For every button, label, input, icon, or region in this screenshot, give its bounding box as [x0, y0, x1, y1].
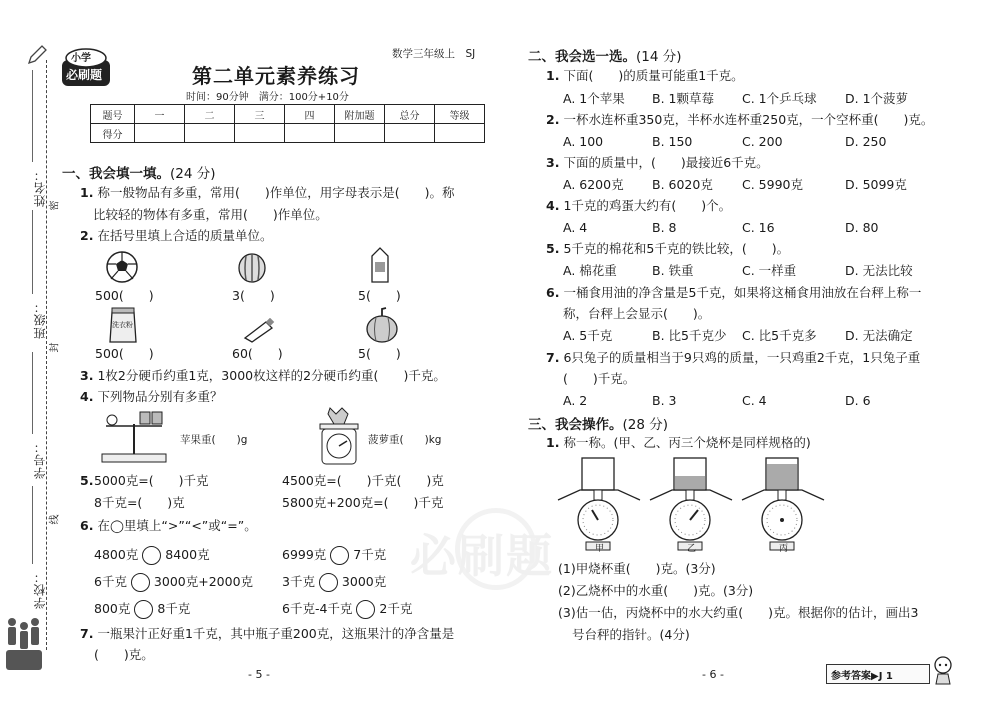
brand-logo	[60, 46, 112, 90]
compare-left: 3千克	[282, 574, 315, 589]
question-text: 5千克的棉花和5千克的铁比较，( )。	[563, 241, 790, 256]
section1-title: 一、我会填一填。	[62, 166, 170, 182]
scale-bing-icon	[740, 456, 826, 554]
s2-q1-option-a[interactable]: A. 1个苹果	[563, 91, 625, 106]
s2-q4-option-d[interactable]: D. 80	[845, 220, 879, 235]
balance-scale-icon	[98, 410, 170, 464]
s2-q2-option-c[interactable]: C. 200	[742, 134, 783, 149]
s2-q5	[546, 241, 789, 256]
s2-q4-option-a[interactable]: A. 4	[563, 220, 588, 235]
s3-q1	[546, 435, 811, 450]
q2-item-detergent: 500( )	[95, 346, 154, 361]
time-score-info: 时间：90分钟 满分：100分+10分	[186, 92, 349, 103]
s1-q6	[80, 518, 257, 533]
answer-key-label: 参考答案▶J 1	[831, 670, 893, 682]
question-number: 4.	[80, 389, 94, 404]
logo-top-text: 小学	[71, 53, 91, 64]
cartoon-kid-icon	[932, 656, 954, 686]
compare-left: 6千克-4千克	[282, 601, 353, 616]
s2-q2-option-d[interactable]: D. 250	[845, 134, 887, 149]
s2-q6-option-a[interactable]: A. 5千克	[563, 328, 613, 343]
pumpkin-icon	[364, 306, 400, 344]
score-cell-header: 等级	[435, 105, 485, 124]
question-text: 一杯水连杯重350克，半杯水连杯重250克，一个空杯重( )克。	[563, 112, 934, 127]
score-cell-input[interactable]	[135, 124, 185, 143]
juice-carton-icon	[368, 246, 392, 284]
page-title: 第二单元素养练习	[192, 64, 360, 88]
s3-sub3-line2: 号台秤的指针。(4分)	[572, 627, 690, 642]
section2-score: (14 分)	[636, 49, 682, 65]
s2-q7-option-d[interactable]: D. 6	[845, 393, 871, 408]
compare-circle[interactable]	[356, 600, 375, 619]
student-no-field[interactable]	[32, 352, 33, 434]
s2-q1-option-d[interactable]: D. 1个菠萝	[845, 91, 909, 106]
score-table-header-row	[91, 105, 485, 124]
compare-left: 4800克	[94, 547, 139, 562]
s3-sub1: (1)甲烧杯重( )克。(3分)	[558, 561, 716, 576]
section1-heading	[62, 162, 216, 182]
s1-q1-line1	[80, 185, 454, 200]
section2-title: 二、我会选一选。	[528, 49, 636, 65]
scale-label-jia: 甲	[595, 544, 605, 554]
s2-q7-option-a[interactable]: A. 2	[563, 393, 588, 408]
q5-item-1: 5000克=( )千克	[94, 473, 209, 488]
s2-q7-line2: ( )千克。	[563, 371, 636, 386]
score-cell-header: 二	[185, 105, 235, 124]
children-silhouette-icon	[4, 612, 44, 672]
question-number: 3.	[80, 368, 94, 383]
compare-left: 800克	[94, 601, 131, 616]
school-label: 学校：	[33, 570, 47, 609]
compare-circle[interactable]	[330, 546, 349, 565]
q4-pineapple-weight: 菠萝重( )kg	[368, 434, 442, 446]
q5-item-2: 4500克=( )千克( )克	[282, 473, 444, 488]
q5-item-4: 5800克+200克=( )千克	[282, 495, 444, 510]
score-cell-input[interactable]	[385, 124, 435, 143]
q6-row-3-left	[94, 600, 190, 619]
question-text: 下列物品分别有多重？	[97, 389, 223, 404]
seal-char-mi: 密	[49, 200, 61, 211]
s2-q2-option-a[interactable]: A. 100	[563, 134, 604, 149]
score-cell-input[interactable]	[335, 124, 385, 143]
q4-apple-weight: 苹果重( )g	[180, 434, 248, 446]
q2-item-football: 500( )	[95, 288, 154, 303]
seal-dashed-line	[46, 60, 47, 650]
question-number: 7.	[80, 626, 94, 641]
section1-score: (24 分)	[170, 166, 216, 182]
s2-q5-option-b[interactable]: B. 铁重	[652, 263, 694, 278]
question-text: 6只兔子的质量相当于9只鸡的质量，一只鸡重2千克，1只兔子重	[563, 350, 921, 365]
s1-q7-line2: ( )克。	[94, 647, 154, 662]
question-text: 1千克的鸡蛋大约有( )个。	[563, 198, 732, 213]
question-number: 4.	[546, 198, 560, 213]
s2-q3	[546, 155, 769, 170]
s2-q1-option-c[interactable]: C. 1个乒乓球	[742, 91, 817, 106]
section3-title: 三、我会操作。	[528, 417, 623, 433]
s2-q1	[546, 68, 744, 83]
compare-left: 6999克	[282, 547, 327, 562]
score-cell-header: 总分	[385, 105, 435, 124]
scale-label-yi: 乙	[687, 544, 697, 554]
score-cell-header: 一	[135, 105, 185, 124]
score-cell-input[interactable]	[285, 124, 335, 143]
seal-char-feng: 封	[49, 342, 61, 353]
s2-q4	[546, 198, 731, 213]
question-number: 1.	[546, 435, 560, 450]
score-cell-header: 三	[235, 105, 285, 124]
soccer-ball-icon	[104, 250, 140, 284]
score-table	[90, 104, 485, 143]
class-field[interactable]	[32, 210, 33, 294]
question-number: 3.	[546, 155, 560, 170]
compare-circle[interactable]	[134, 600, 153, 619]
grade-info: 数学三年级上 SJ	[392, 48, 476, 60]
s2-q5-option-c[interactable]: C. 一样重	[742, 263, 797, 278]
section2-heading	[528, 45, 682, 65]
compare-circle[interactable]	[131, 573, 150, 592]
school-field[interactable]	[32, 486, 33, 564]
score-row-label: 得分	[91, 124, 135, 143]
question-number: 5.	[546, 241, 560, 256]
name-label: 姓名：	[33, 168, 47, 207]
q6-row-1-right	[282, 546, 386, 565]
score-cell-header: 题号	[91, 105, 135, 124]
scale-yi-icon	[648, 456, 734, 554]
scale-jia-icon	[556, 456, 642, 554]
score-cell-input[interactable]	[435, 124, 485, 143]
s2-q6-option-c[interactable]: C. 比5千克多	[742, 328, 817, 343]
question-text: 下面的质量中，( )最接近6千克。	[563, 155, 769, 170]
s1-q7-line1	[80, 626, 454, 641]
question-text: 一桶食用油的净含量是5千克，如果将这桶食用油放在台秤上称一	[563, 285, 922, 300]
q6-row-1-left	[94, 546, 210, 565]
s2-q3-option-c[interactable]: C. 5990克	[742, 177, 803, 192]
left-page-number: - 5 -	[248, 668, 270, 681]
s2-q5-option-d[interactable]: D. 无法比较	[845, 263, 913, 278]
question-number: 1.	[546, 68, 560, 83]
watermark-text: 必刷题	[410, 529, 554, 583]
score-table-score-row	[91, 124, 485, 143]
binding-spine	[0, 0, 61, 708]
compare-right: 8400克	[165, 547, 210, 562]
compare-right: 2千克	[379, 601, 413, 616]
s2-q2-option-b[interactable]: B. 150	[652, 134, 693, 149]
question-text: 在◯里填上“>”“<”或“=”。	[97, 518, 257, 533]
question-number: 1.	[80, 185, 94, 200]
name-field[interactable]	[32, 70, 33, 162]
class-label: 班级：	[33, 300, 47, 339]
q6-row-3-right	[282, 600, 412, 619]
question-number: 7.	[546, 350, 560, 365]
kitchen-scale-icon	[316, 406, 362, 466]
question-number: 2.	[80, 228, 94, 243]
answer-key-tag[interactable]	[826, 664, 930, 684]
s2-q6-option-b[interactable]: B. 比5千克少	[652, 328, 727, 343]
s2-q1-option-b[interactable]: B. 1颗草莓	[652, 91, 714, 106]
s2-q4-option-c[interactable]: C. 16	[742, 220, 775, 235]
question-text: 称一般物品有多重，常用( )作单位，用字母表示是( )。称	[97, 185, 455, 200]
s3-sub3-line1: (3)估一估，丙烧杯中的水大约重( )克。根据你的估计，画出3	[558, 605, 919, 620]
compare-circle[interactable]	[142, 546, 161, 565]
q6-row-2-right	[282, 573, 386, 592]
scale-label-bing: 丙	[779, 544, 789, 554]
q2-item-pumpkin: 5( )	[358, 346, 401, 361]
s2-q6-option-d[interactable]: D. 无法确定	[845, 328, 913, 343]
watermelon-icon	[236, 250, 268, 284]
question-number: 6.	[546, 285, 560, 300]
question-number: 2.	[546, 112, 560, 127]
q2-item-juice: 5( )	[358, 288, 401, 303]
s2-q3-option-a[interactable]: A. 6200克	[563, 177, 624, 192]
s2-q7-option-b[interactable]: B. 3	[652, 393, 677, 408]
compare-right: 3000克+2000克	[153, 574, 254, 589]
s3-sub2: (2)乙烧杯中的水重( )克。(3分)	[558, 583, 754, 598]
section3-score: (28 分)	[622, 417, 669, 433]
s2-q7-option-c[interactable]: C. 4	[742, 393, 767, 408]
q6-row-2-left	[94, 573, 253, 592]
question-number: 6.	[80, 518, 94, 533]
s2-q6-line2: 称，台秤上会显示( )。	[563, 306, 711, 321]
s1-q3	[80, 368, 446, 383]
logo-bottom-text: 必刷题	[66, 68, 103, 82]
toothpaste-icon	[242, 318, 276, 344]
s1-q1-line2: 比较轻的物体有多重，常用( )作单位。	[93, 207, 328, 222]
score-cell-header: 四	[285, 105, 335, 124]
s2-q6-line1	[546, 285, 921, 300]
q2-item-toothpaste: 60( )	[232, 346, 283, 361]
compare-right: 3000克	[341, 574, 387, 589]
score-cell-input[interactable]	[235, 124, 285, 143]
compare-right: 8千克	[157, 601, 191, 616]
s1-q2	[80, 228, 272, 243]
s2-q3-option-d[interactable]: D. 5099克	[845, 177, 907, 192]
right-page-number: - 6 -	[702, 668, 724, 681]
question-text: 称一称。(甲、乙、丙三个烧杯是同样规格的)	[563, 435, 811, 450]
student-no-label: 学号：	[33, 440, 47, 479]
s2-q5-option-a[interactable]: A. 棉花重	[563, 263, 617, 278]
question-text: 在括号里填上合适的质量单位。	[97, 228, 273, 243]
s1-q5-number: 5.	[80, 473, 94, 488]
detergent-label: 洗衣粉	[112, 321, 133, 329]
compare-right: 7千克	[353, 547, 387, 562]
s2-q7-line1	[546, 350, 920, 365]
compare-left: 6千克	[94, 574, 127, 589]
s2-q3-option-b[interactable]: B. 6020克	[652, 177, 713, 192]
seal-char-xian: 线	[49, 514, 61, 525]
pencil-icon	[26, 44, 48, 66]
score-cell-input[interactable]	[185, 124, 235, 143]
s2-q2	[546, 112, 933, 127]
score-cell-header: 附加题	[335, 105, 385, 124]
s1-q4	[80, 389, 222, 404]
question-text: 一瓶果汁正好重1千克，其中瓶子重200克，这瓶果汁的净含量是	[97, 626, 455, 641]
q2-item-watermelon: 3( )	[232, 288, 275, 303]
q5-item-3: 8千克=( )克	[94, 495, 185, 510]
section3-heading	[528, 413, 668, 433]
question-text: 1枚2分硬币约重1克，3000枚这样的2分硬币约重( )千克。	[97, 368, 446, 383]
s2-q4-option-b[interactable]: B. 8	[652, 220, 677, 235]
compare-circle[interactable]	[319, 573, 338, 592]
question-text: 下面( )的质量可能重1千克。	[563, 68, 744, 83]
